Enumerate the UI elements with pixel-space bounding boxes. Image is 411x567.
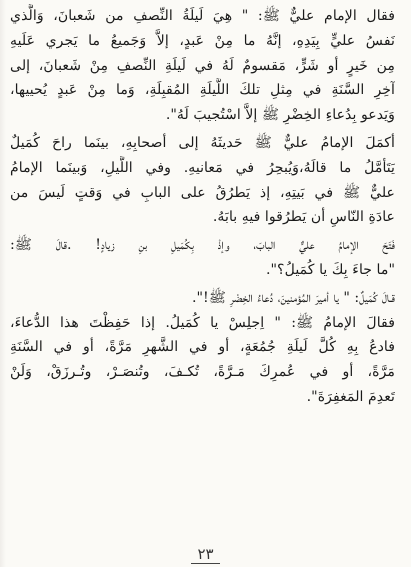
text-line: مَرَّةً، أو في عُمرِكَ مَـرَّةً، تُكـفَ، وتُنصَـرْ، وتُـرزَقْ، وَلَنْ <box>10 364 395 381</box>
page-number-value: ٢٣ <box>191 545 219 564</box>
paragraph-2 <box>10 131 395 230</box>
paragraph-4 <box>10 286 395 311</box>
paragraph-3 <box>10 233 395 283</box>
text-line: تَعدِمَ المَغفِرَةَ". <box>306 388 395 405</box>
text-line: عليٌّ ﷺ في بَيتِهِ، إذ يَطرُقُ على البابِ في وَقتٍ لَيسَ من <box>10 184 395 201</box>
text-line: آخِرِ السَّنَةِ في مِثلِ تلكَ اللَّيلَةِ المُقبِلَةِ، وَما مِنْ عَبدٍ يُحييها، <box>10 82 395 99</box>
text-line: نَفسُ عليٍّ بِيَدِهِ، إنَّهُ ما مِنْ عَبدٍ، إلاَّ وَجَميعُ ما يَجري عَلَيهِ <box>10 32 395 49</box>
text-line: فادعُ بِهِ كُلَّ لَيلَةِ جُمُعَةٍ، أو في الشَّهرِ مَرَّةً، أو في السَّنَةِ <box>10 339 395 356</box>
page-text <box>10 4 395 410</box>
page-number <box>0 545 411 563</box>
text-line: عادَةِ النّاسِ أن يَطرُقوا فيهِ بابَهُ. <box>212 209 395 226</box>
paragraph-1 <box>10 4 395 128</box>
text-line: فقالَ الإمامُ ﷺ: " اِجلِسْ يا كُمَيلُ. إذا حَفِظْتَ هذا الدُّعاءَ، <box>10 314 395 331</box>
text-line: فقال الإمام عليٌّ ﷺ: " هِيَ لَيلَةُ النِّصفِ من شَعبانَ، وَالَّذي <box>10 8 395 24</box>
text-line: وَيَدعو بِدُعاءِ الخِضْرِ ﷺ إلاَّ اسْتُجيبَ لَهُ". <box>165 107 395 124</box>
paragraph-5 <box>10 311 395 410</box>
text-line: "ما جاءَ بِكَ يا كُمَيلُ؟". <box>266 261 395 278</box>
text-line: يَتَأمَّلُ ما قالَهُ،وَيُبحِرُ في مَعانيهِ. وفي اللَّيلِ، وَبينَما الإمامُ <box>10 159 395 176</box>
text-line: فَتَحَ الإمامُ عليٌّ البابَ، وإذْ بِكُمَيلِ بنِ زيادٍ! .قالَ ﷺ: <box>10 237 395 254</box>
text-line: قـالَ كُمَيلٌ: " يا أميرَ المُؤمنينَ، دُعاءُ الخِضْرِ ﷺ!". <box>191 289 395 306</box>
text-line: مِن خَيرٍ أو شَرٍّ، مَقسومٌ لَهُ في لَيلَةِ النِّصفِ مِنْ شَعبانَ، إلى <box>10 57 395 74</box>
text-line: أكمَلَ الإمامُ عليٌّ ﷺ حَديثَهُ إلى أصحابِهِ، بينَما راحَ كُمَيلٌ <box>10 134 395 151</box>
